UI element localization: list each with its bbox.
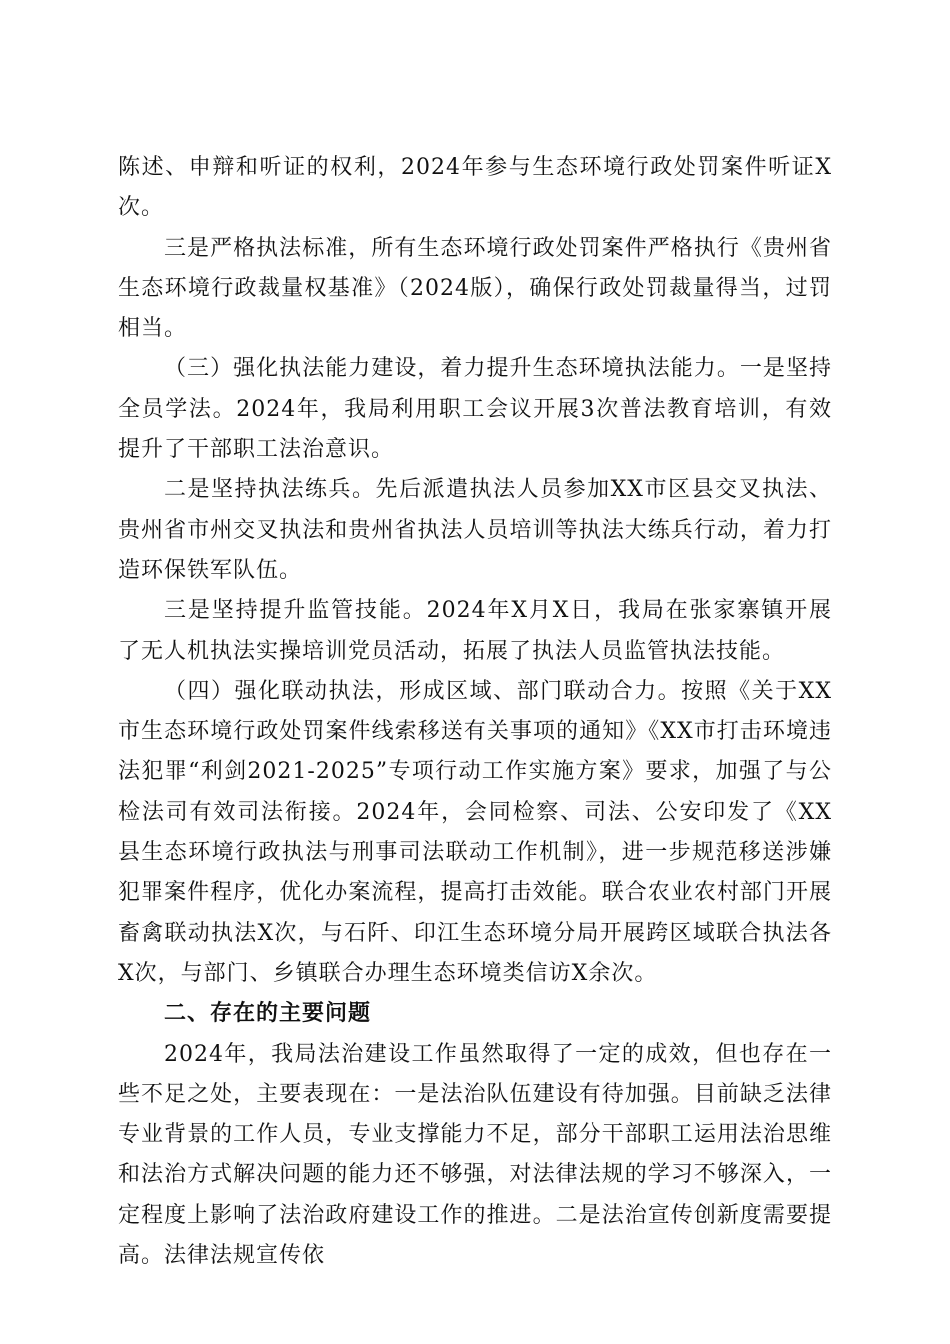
paragraph-problems: 2024年，我局法治建设工作虽然取得了一定的成效，但也存在一些不足之处，主要表现在：一是法治队伍建设有待加强。目前缺乏法律专业背景的工作人员，专业支撑能力不足，部分干部职工运用法治思维和法治方式解决问题的能力还不够强，对法律法规的学习不够深入，一定程度上影响了法治政府建设工作的推进。二是法治宣传创新度需要提高。法律法规宣传依: [118, 1041, 832, 1269]
paragraph-supervision-skills: 三是坚持提升监管技能。2024年X月X日，我局在张家寨镇开展了无人机执法实操培训党员活动，拓展了执法人员监管执法技能。: [118, 598, 832, 664]
document-body: [118, 148, 832, 1276]
paragraph-enforcement-drills: 二是坚持执法练兵。先后派遣执法人员参加XX市区县交叉执法、贵州省市州交叉执法和贵州省执法人员培训等执法大练兵行动，着力打造环保铁军队伍。: [118, 477, 832, 583]
section-heading-main-problems: 二、存在的主要问题: [164, 1001, 372, 1027]
paragraph-joint-enforcement: （四）强化联动执法，形成区域、部门联动合力。按照《关于XX市生态环境行政处罚案件线索移送有关事项的通知》《XX市打击环境违法犯罪“利剑2021-2025”专项行动工作实施方案》要求，加强了与公检法司有效司法衔接。2024年，会同检察、司法、公安印发了《XX县生态环境行政执法与刑事司法联动工作机制》，进一步规范移送涉嫌犯罪案件程序，优化办案流程，提高打击效能。联合农业农村部门开展畜禽联动执法X次，与石阡、印江生态环境分局开展跨区域联合执法各X次，与部门、乡镇联合办理生态环境类信访X余次。: [118, 678, 832, 986]
paragraph-hearing-rights: 陈述、申辩和听证的权利，2024年参与生态环境行政处罚案件听证X次。: [118, 155, 832, 221]
paragraph-capacity-building: （三）强化执法能力建设，着力提升生态环境执法能力。一是坚持全员学法。2024年，我局利用职工会议开展3次普法教育培训，有效提升了干部职工法治意识。: [118, 356, 832, 463]
paragraph-enforcement-standards: 三是严格执法标准，所有生态环境行政处罚案件严格执行《贵州省生态环境行政裁量权基准》（2024版），确保行政处罚裁量得当，过罚相当。: [118, 235, 832, 342]
